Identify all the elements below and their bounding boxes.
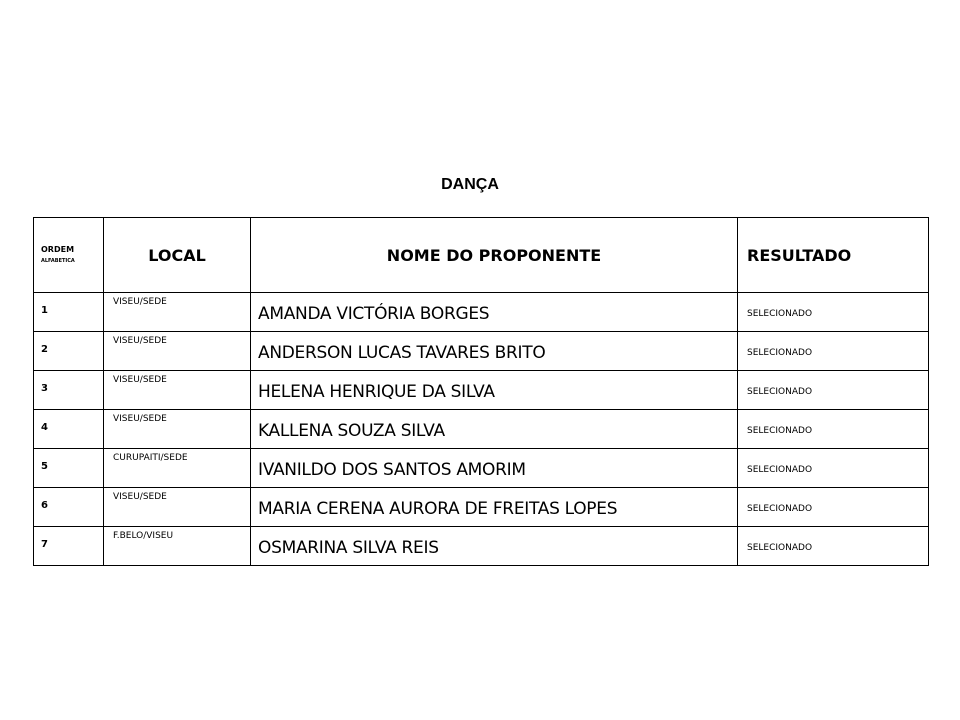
row-number: 7 [41, 539, 48, 550]
header-resultado: RESULTADO [738, 218, 929, 293]
row-number: 2 [41, 344, 48, 355]
row-number: 6 [41, 500, 48, 511]
header-ordem [34, 218, 104, 293]
row-resultado: SELECIONADO [747, 465, 813, 475]
row-number: 4 [41, 422, 48, 433]
cell-resultado [738, 332, 929, 371]
cell-ordem [34, 293, 104, 332]
row-nome: MARIA CERENA AURORA DE FREITAS LOPES [258, 499, 618, 519]
table-row [34, 488, 929, 527]
row-nome: ANDERSON LUCAS TAVARES BRITO [258, 343, 546, 363]
cell-local [104, 488, 251, 527]
cell-local [104, 332, 251, 371]
row-nome: HELENA HENRIQUE DA SILVA [258, 382, 495, 402]
row-local: VISEU/SEDE [113, 375, 167, 385]
cell-resultado [738, 410, 929, 449]
cell-ordem [34, 449, 104, 488]
results-table [33, 217, 929, 566]
cell-ordem [34, 371, 104, 410]
row-nome: IVANILDO DOS SANTOS AMORIM [258, 460, 526, 480]
cell-nome [251, 449, 738, 488]
cell-local [104, 371, 251, 410]
cell-nome [251, 410, 738, 449]
row-nome: KALLENA SOUZA SILVA [258, 421, 445, 441]
row-local: VISEU/SEDE [113, 297, 167, 307]
row-resultado: SELECIONADO [747, 543, 813, 553]
row-resultado: SELECIONADO [747, 348, 813, 358]
row-nome: OSMARINA SILVA REIS [258, 538, 439, 558]
cell-ordem [34, 410, 104, 449]
table-row [34, 449, 929, 488]
table-row [34, 293, 929, 332]
cell-resultado [738, 371, 929, 410]
row-local: VISEU/SEDE [113, 492, 167, 502]
cell-nome [251, 332, 738, 371]
row-local: VISEU/SEDE [113, 336, 167, 346]
row-resultado: SELECIONADO [747, 504, 813, 514]
cell-nome [251, 371, 738, 410]
header-ordem-label: ORDEM [41, 245, 75, 254]
header-local: LOCAL [104, 218, 251, 293]
cell-resultado [738, 488, 929, 527]
row-number: 3 [41, 383, 48, 394]
cell-nome [251, 527, 738, 566]
row-resultado: SELECIONADO [747, 426, 813, 436]
cell-local [104, 293, 251, 332]
cell-resultado [738, 293, 929, 332]
header-nome: NOME DO PROPONENTE [251, 218, 738, 293]
cell-local [104, 527, 251, 566]
table-row [34, 410, 929, 449]
row-number: 1 [41, 305, 48, 316]
cell-ordem [34, 332, 104, 371]
cell-nome [251, 293, 738, 332]
header-ordem-sublabel: ALFABETICA [41, 258, 75, 264]
cell-nome [251, 488, 738, 527]
table-header-row [34, 218, 929, 293]
cell-resultado [738, 527, 929, 566]
row-resultado: SELECIONADO [747, 387, 813, 397]
row-resultado: SELECIONADO [747, 309, 813, 319]
cell-local [104, 410, 251, 449]
cell-local [104, 449, 251, 488]
cell-ordem [34, 488, 104, 527]
cell-resultado [738, 449, 929, 488]
row-local: F.BELO/VISEU [113, 531, 174, 541]
table-row [34, 332, 929, 371]
row-local: VISEU/SEDE [113, 414, 167, 424]
row-local: CURUPAITI/SEDE [113, 453, 188, 463]
table-row [34, 527, 929, 566]
cell-ordem [34, 527, 104, 566]
row-number: 5 [41, 461, 48, 472]
page-title: DANÇA [441, 176, 499, 193]
row-nome: AMANDA VICTÓRIA BORGES [258, 304, 490, 324]
table-row [34, 371, 929, 410]
